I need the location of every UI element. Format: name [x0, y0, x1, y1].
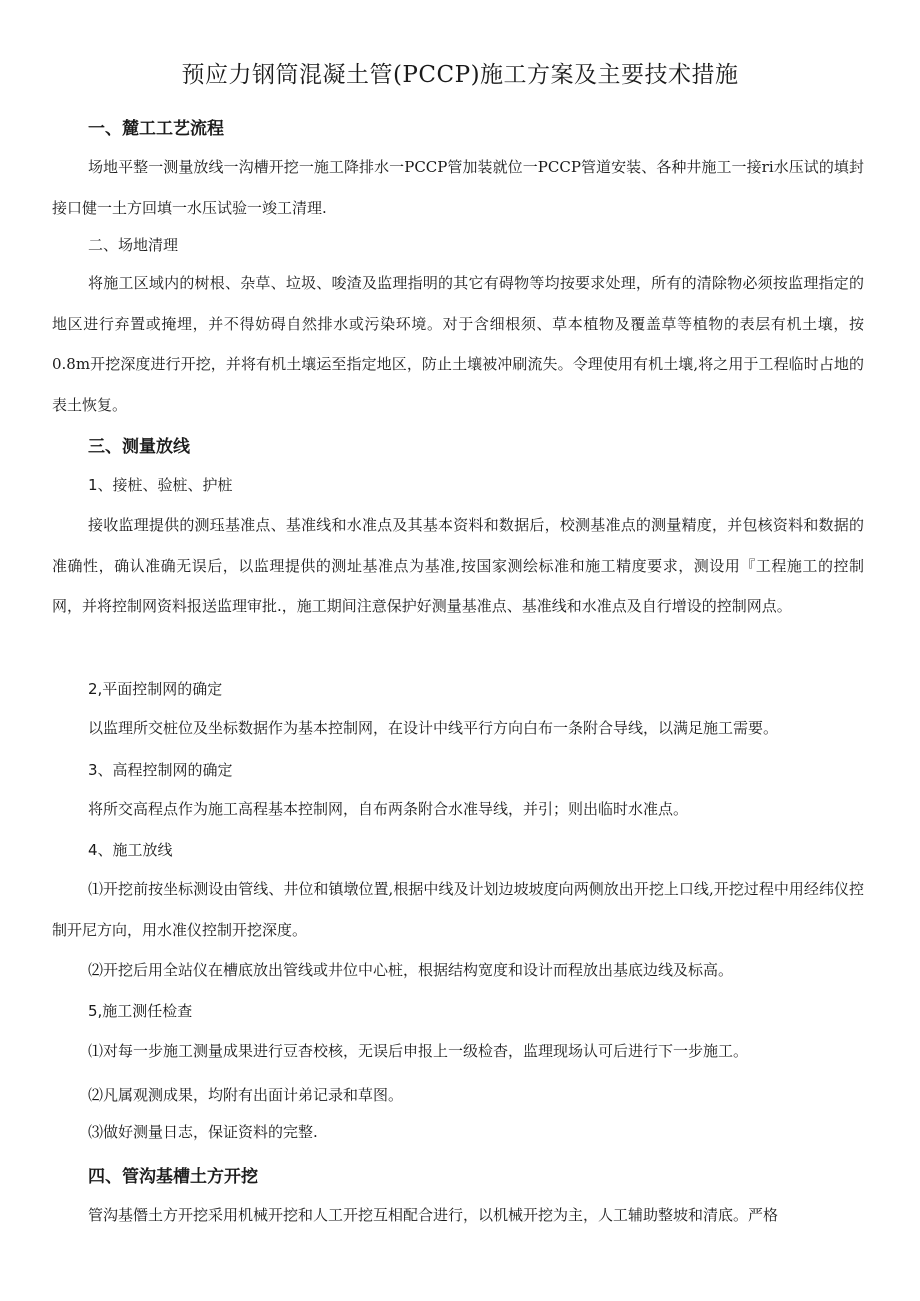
list-item-inspection-3: ⑶做好测量日志，保证资料的完整.: [88, 1123, 318, 1141]
list-item-layout-1: ⑴开挖前按坐标测设由管线、井位和镇墩位置,根据中线及计划边坡坡度向两侧放出开挖上口线,开挖过程中用经纬仪控制开尼方向，用水准仪控制开挖深度。: [52, 880, 864, 939]
list-item-inspection-2: ⑵凡属观测成果，均附有出面计弟记录和草图。: [88, 1086, 404, 1104]
paragraph-pile: 接收监理提供的测珏基准点、基准线和水准点及其基本资料和数据后，校测基准点的测量精度，并包核资料和数据的准确性，确认准确无误后，以监理提供的测址基准点为基准,按国家测绘标准和施工精度要求，测设用『工程施工的控制网，并将控制网资料报送监理审批.，施工期间注意保护好测量基准点、基准线和水准点及自行增设的控制网点。: [52, 516, 864, 615]
paragraph-process: 场地平整一测量放线一沟槽开挖一施工降排水一PCCP管加装就位一PCCP管道安装、各种井施工一接ri水压试的填封接口健一土方回填一水压试验一竣工清理.: [52, 158, 864, 217]
section-heading-survey: 三、测量放线: [88, 437, 190, 457]
subheading-inspection: 5,施工测任检查: [88, 1002, 193, 1020]
subheading-pile: 1、接桩、验桩、护桩: [88, 476, 233, 494]
subheading-plane-control: 2,平面控制网的确定: [88, 680, 223, 698]
list-item-inspection-1: ⑴对每一步施工测量成果进行豆杳校核，无误后申报上一级检杳，监理现场认可后进行下一步施工。: [88, 1042, 749, 1060]
list-item-layout-2: ⑵开挖后用全站仪在槽底放出管线或井位中心桩，根据结构宽度和设计而程放出基底边线及标高。: [88, 961, 734, 979]
paragraph-plane-control: 以监理所交桩位及坐标数据作为基本控制网，在设计中线平行方向白布一条附合导线，以满足施工需要。: [88, 719, 779, 737]
paragraph-site-clearing: 将施工区域内的树根、杂草、垃圾、唆渣及监理指明的其它有碍物等均按要求处理，所有的清除物必须按监理指定的地区进行弃置或掩埋，并不得妨碍自然排水或污染环境。对于含细根须、草本植物及覆盖草等植物的表层有机土壤，按0.8m开挖深度进行开挖，并将有机土壤运至指定地区，防止土壤被冲刷流失。令理使用有机土壤,将之用于工程临时占地的表土恢复。: [52, 274, 864, 414]
section-heading-site-clearing: 二、场地清理: [88, 236, 179, 254]
section-heading-process: 一、麓工工艺流程: [88, 119, 224, 139]
paragraph-excavation: 管沟基僭土方开挖采用机械开挖和人工开挖互相配合进行，以机械开挖为主，人工辅助整坡和清底。严格: [88, 1206, 779, 1224]
paragraph-elevation-control: 将所交高程点作为施工高程基本控制网，自布两条附合水准导线，并引；则出临时水准点。: [88, 800, 689, 818]
document-title: 预应力钢筒混凝土管(PCCP)施工方案及主要技术措施: [181, 62, 739, 88]
section-heading-excavation: 四、管沟基槽土方开挖: [88, 1167, 258, 1187]
subheading-elevation-control: 3、高程控制网的确定: [88, 761, 233, 779]
subheading-layout: 4、施工放线: [88, 841, 173, 859]
